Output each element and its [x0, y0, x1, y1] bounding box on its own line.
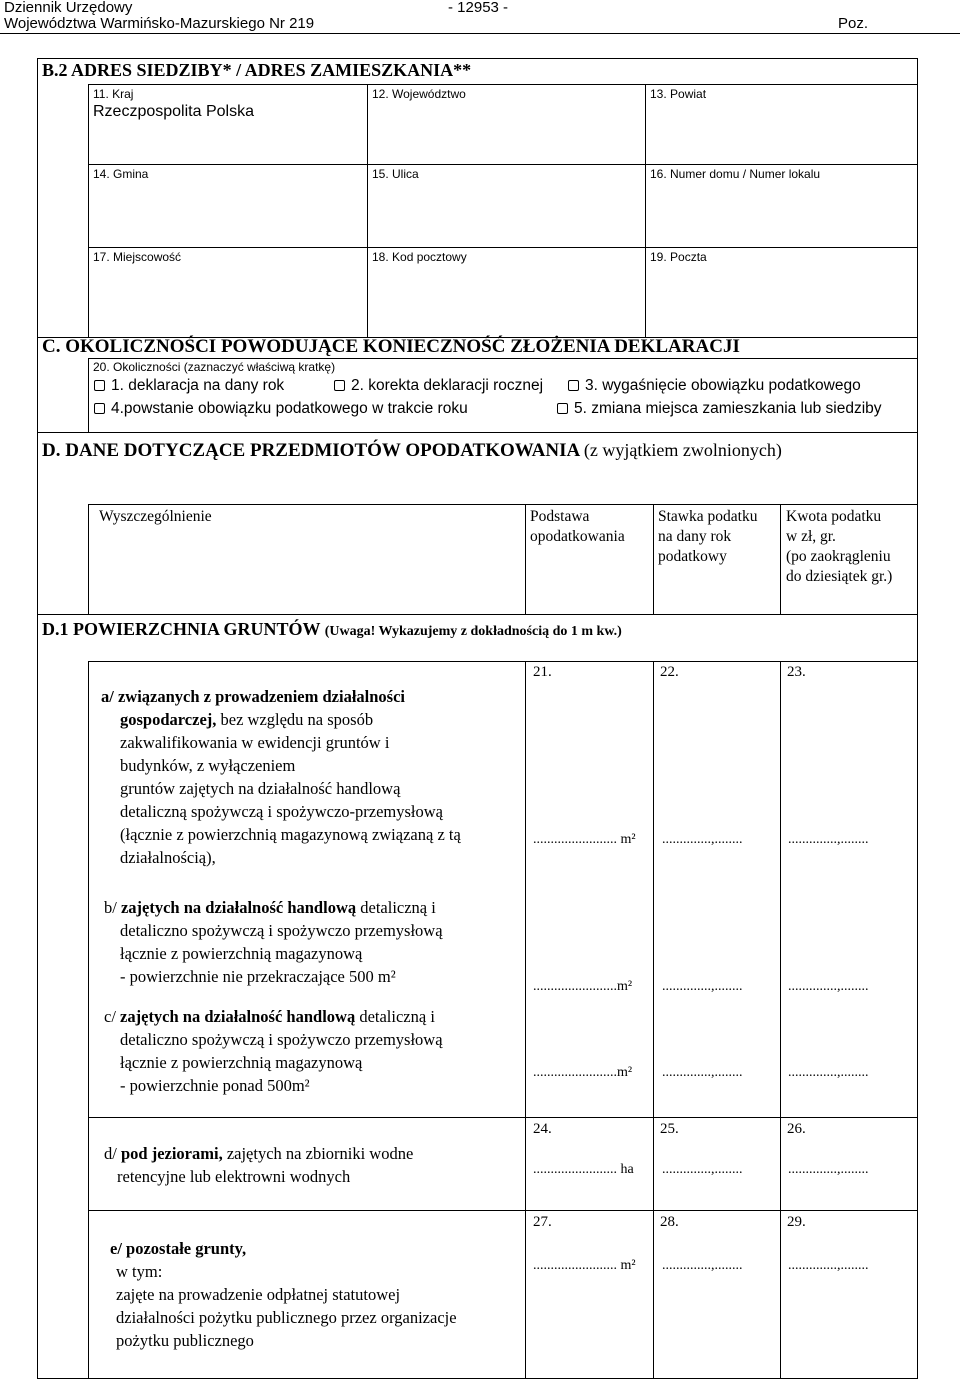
field-26-input[interactable]: ..............,........ — [788, 1162, 869, 1177]
field-25-input[interactable]: ..............,........ — [662, 1162, 743, 1177]
row-a-line: budynków, z wyłączeniem — [120, 756, 296, 775]
row-a-line: a/ związanych z prowadzeniem działalności — [101, 687, 406, 706]
row-e-text — [110, 1237, 457, 1352]
d-col-rule — [525, 504, 526, 614]
field-11-label: 11. Kraj — [93, 87, 134, 101]
field-19-label: 19. Poczta — [650, 250, 707, 264]
col-header-tax-rate — [658, 507, 757, 567]
b2-col-rule — [645, 84, 646, 337]
row-b-amount-input[interactable]: ..............,........ — [788, 979, 869, 994]
row-b-line: detaliczną i — [356, 898, 436, 917]
d1-row-rule — [88, 1210, 918, 1211]
field-27-input[interactable]: ........................ m² — [533, 1258, 636, 1273]
row-b-base-input[interactable]: ........................m² — [533, 979, 633, 994]
header-divider — [0, 33, 960, 34]
option-1[interactable] — [94, 377, 284, 395]
row-d-text — [104, 1142, 413, 1188]
option-1-label: 1. deklaracja na dany rok — [111, 377, 285, 394]
option-4[interactable] — [94, 400, 468, 418]
row-c-base-input[interactable]: ........................m² — [533, 1065, 633, 1080]
field-20-label: 20. Okoliczności (zaznaczyć właściwą kratkę) — [93, 360, 336, 374]
row-a-text — [101, 685, 461, 869]
row-b-rate-input[interactable]: ..............,........ — [662, 979, 743, 994]
journal-province: Województwa Warmińsko-Mazurskiego Nr 219 — [4, 15, 315, 32]
col-header-tax-amount-l2: w zł, gr. — [786, 528, 836, 545]
d1-col-rule — [525, 661, 526, 1379]
b2-top-rule — [88, 84, 918, 85]
field-18-label: 18. Kod pocztowy — [372, 250, 467, 264]
field-26-number: 26. — [787, 1121, 806, 1137]
row-a-line: gruntów zajętych na działalność handlową — [120, 779, 401, 798]
field-13-label: 13. Powiat — [650, 87, 707, 101]
checkbox-icon[interactable] — [94, 403, 105, 414]
field-28-input[interactable]: ..............,........ — [662, 1258, 743, 1273]
d-left-rule — [88, 504, 89, 614]
col-header-tax-amount-l3: (po zaokrągleniu — [786, 548, 891, 565]
d-col-rule — [780, 504, 781, 614]
col-header-tax-rate-l2: na dany rok — [658, 528, 732, 545]
b2-col-rule — [367, 84, 368, 337]
field-21-number: 21. — [533, 664, 552, 680]
row-d-line: retencyjne lub elektrowni wodnych — [117, 1167, 351, 1186]
row-c-rate-input[interactable]: ..............,........ — [662, 1065, 743, 1080]
d1-col-rule — [780, 661, 781, 1379]
b2-left-rule — [88, 84, 89, 337]
field-23-number: 23. — [787, 664, 806, 680]
field-17-label: 17. Miejscowość — [93, 250, 182, 264]
row-c-line: łącznie z powierzchnią magazynową — [120, 1053, 363, 1072]
d1-note: (Uwaga! Wykazujemy z dokładnością do 1 m kw.) — [324, 624, 622, 639]
option-2-label: 2. korekta deklaracji rocznej — [351, 377, 544, 394]
col-header-specification: Wyszczególnienie — [99, 508, 212, 525]
checkbox-icon[interactable] — [557, 403, 568, 414]
row-b-line: - powierzchnie nie przekraczające 500 m² — [120, 967, 396, 986]
c-left-rule — [88, 358, 89, 432]
b2-row-rule — [88, 247, 918, 248]
c-field-rule — [88, 358, 918, 359]
d1-top-rule — [37, 614, 918, 615]
col-header-tax-amount-l4: do dziesiątek gr.) — [786, 568, 893, 585]
d1-header-rule — [88, 661, 918, 662]
option-4-label: 4.powstanie obowiązku podatkowego w trakcie roku — [111, 400, 468, 417]
row-b-line: zajętych na działalność handlową — [120, 898, 357, 917]
row-e-line: działalności pożytku publicznego przez organizacje — [116, 1308, 457, 1327]
row-e-line: e/ pozostałe grunty, — [110, 1239, 247, 1258]
row-c-line: c/ — [104, 1007, 121, 1026]
row-a-line: gospodarczej, — [120, 710, 217, 729]
option-3-label: 3. wygaśnięcie obowiązku podatkowego — [585, 377, 861, 394]
col-header-tax-rate-l1: Stawka podatku — [658, 508, 758, 525]
row-b-line: detaliczno spożywczą i spożywczo przemysłową — [120, 921, 443, 940]
field-23-input[interactable]: ..............,........ — [788, 832, 869, 847]
col-header-tax-amount-l1: Kwota podatku — [786, 508, 882, 525]
col-header-tax-base-l1: Podstawa — [530, 508, 590, 525]
row-e-line: w tym: — [116, 1262, 163, 1281]
row-a-line: zakwalifikowania w ewidencji gruntów i — [120, 733, 390, 752]
d1-col-rule — [653, 661, 654, 1379]
row-c-line: detaliczno spożywczą i spożywczo przemysłową — [120, 1030, 443, 1049]
row-b-line: łącznie z powierzchnią magazynową — [120, 944, 363, 963]
row-e-line: pożytku publicznego — [116, 1331, 254, 1350]
row-a-line: bez względu na sposób — [216, 710, 374, 729]
row-b-text — [104, 896, 443, 988]
d-col-rule — [653, 504, 654, 614]
checkbox-icon[interactable] — [334, 380, 345, 391]
row-d-line: zajętych na zbiorniki wodne — [222, 1144, 414, 1163]
field-16-label: 16. Numer domu / Numer lokalu — [650, 167, 821, 181]
option-2[interactable] — [334, 377, 543, 395]
row-a-line: detaliczną spożywczą i spożywczo-przemysłową — [120, 802, 443, 821]
d1-title — [42, 619, 622, 640]
d-header-rule — [88, 504, 918, 505]
row-c-line: zajętych na działalność handlową — [120, 1007, 356, 1026]
row-a-line: działalnością), — [120, 848, 216, 867]
field-28-number: 28. — [660, 1214, 679, 1230]
col-header-tax-amount — [786, 507, 892, 587]
field-12-label: 12. Województwo — [372, 87, 466, 101]
d1-row-rule — [88, 1117, 918, 1118]
row-d-line: pod jeziorami, — [120, 1144, 223, 1163]
field-25-number: 25. — [660, 1121, 679, 1137]
b2-row-rule — [88, 164, 918, 165]
d-title-main: D. DANE DOTYCZĄCE PRZEDMIOTÓW OPODATKOWANIA — [42, 440, 580, 461]
field-29-number: 29. — [787, 1214, 806, 1230]
option-3[interactable] — [568, 377, 861, 395]
col-header-tax-base — [530, 507, 625, 547]
field-22-input[interactable]: ..............,........ — [662, 832, 743, 847]
field-22-number: 22. — [660, 664, 679, 680]
c-title: C. OKOLICZNOŚCI POWODUJĄCE KONIECZNOŚĆ ZŁOŻENIA DEKLARACJI — [42, 336, 740, 357]
row-c-line: detaliczną i — [355, 1007, 435, 1026]
col-header-tax-rate-l3: podatkowy — [658, 548, 727, 565]
row-b-line: b/ — [104, 898, 121, 917]
journal-name: Dziennik Urzędowy — [4, 0, 133, 16]
b2-title: B.2 ADRES SIEDZIBY* / ADRES ZAMIESZKANIA** — [42, 60, 472, 80]
option-5[interactable] — [557, 400, 882, 418]
field-15-label: 15. Ulica — [372, 167, 419, 181]
field-14-label: 14. Gmina — [93, 167, 149, 181]
page-number: - 12953 - — [448, 0, 509, 16]
row-c-line: - powierzchnie ponad 500m² — [120, 1076, 310, 1095]
field-21-input[interactable]: ........................ m² — [533, 832, 636, 847]
d-top-rule — [37, 432, 918, 433]
checkbox-icon[interactable] — [94, 380, 105, 391]
row-e-line: zajęte na prowadzenie odpłatnej statutowej — [116, 1285, 401, 1304]
field-24-number: 24. — [533, 1121, 552, 1137]
col-header-tax-base-l2: opodatkowania — [530, 528, 625, 545]
field-24-input[interactable]: ........................ ha — [533, 1162, 634, 1177]
row-a-line: (łącznie z powierzchnią magazynową związaną z tą — [120, 825, 461, 844]
option-5-label: 5. zmiana miejsca zamieszkania lub siedziby — [574, 400, 882, 417]
row-c-amount-input[interactable]: ..............,........ — [788, 1065, 869, 1080]
d-title — [42, 440, 782, 462]
d1-title-main: D.1 POWIERZCHNIA GRUNTÓW — [42, 619, 321, 639]
d-title-suffix: (z wyjątkiem zwolnionych) — [583, 440, 782, 460]
field-29-input[interactable]: ..............,........ — [788, 1258, 869, 1273]
position-label: Poz. — [838, 15, 869, 32]
field-11-value: Rzeczpospolita Polska — [93, 103, 254, 120]
checkbox-icon[interactable] — [568, 380, 579, 391]
row-d-line: d/ — [104, 1144, 121, 1163]
d1-left-rule — [88, 661, 89, 1379]
field-27-number: 27. — [533, 1214, 552, 1230]
row-c-text — [104, 1005, 443, 1097]
